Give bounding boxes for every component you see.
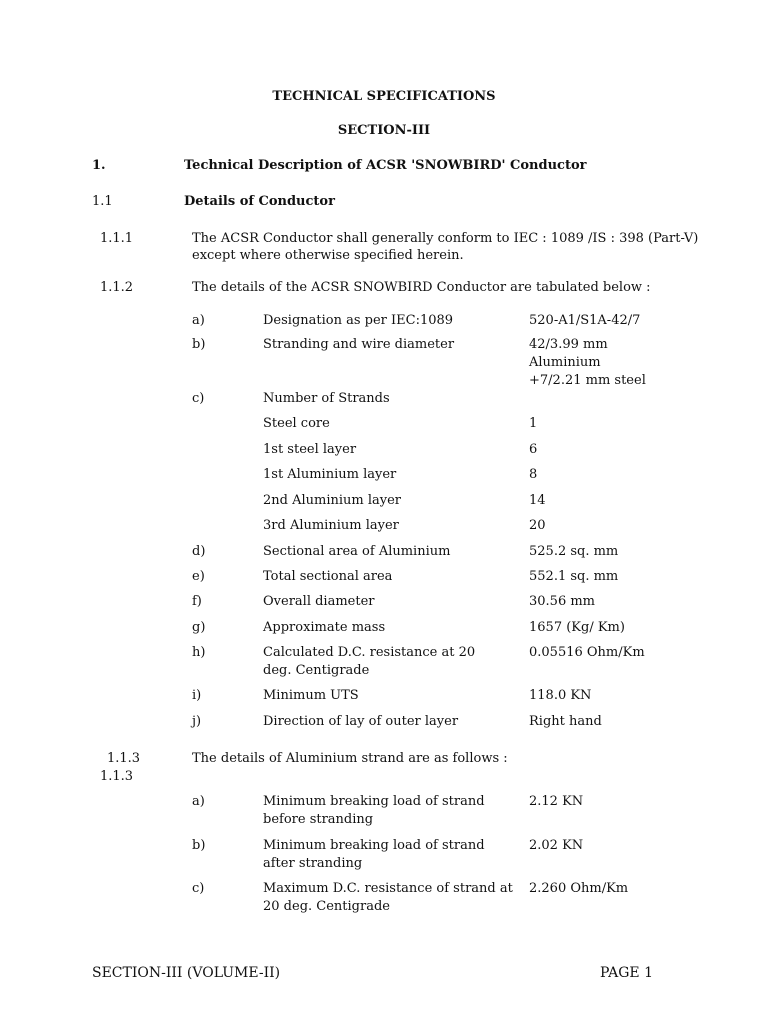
- item-label: d): [192, 544, 206, 559]
- strand-row-description: 2nd Aluminium layer: [263, 493, 402, 508]
- item-value: 0.05516 Ohm/Km: [529, 645, 645, 660]
- item-value-line2: Aluminium: [529, 355, 601, 370]
- clause-1-1-3-number-repeat: 1.1.3: [100, 769, 134, 784]
- item-label: b): [192, 838, 206, 853]
- item-value: 520-A1/S1A-42/7: [529, 313, 641, 328]
- strand-row-value: 1: [529, 416, 538, 431]
- strand-row-description: Steel core: [263, 416, 330, 431]
- item-label: a): [192, 313, 205, 328]
- item-label: i): [192, 688, 202, 703]
- strand-row-description: 1st steel layer: [263, 442, 357, 457]
- item-description: Calculated D.C. resistance at 20 deg. Centigrade: [263, 645, 476, 678]
- item-value-line1: 42/3.99 mm: [529, 337, 608, 352]
- item-description: Sectional area of Aluminium: [263, 544, 451, 559]
- strand-row-value: 14: [529, 493, 546, 508]
- item-label: a): [192, 794, 205, 809]
- item-label: b): [192, 337, 206, 352]
- strand-row-value: 6: [529, 442, 538, 457]
- section-1-number: 1.: [92, 158, 106, 173]
- item-description: Stranding and wire diameter: [263, 337, 455, 352]
- item-value: 2.12 KN: [529, 794, 584, 809]
- item-description: Overall diameter: [263, 594, 375, 609]
- item-label: f): [192, 594, 202, 609]
- item-label: e): [192, 569, 205, 584]
- item-description: Direction of lay of outer layer: [263, 714, 459, 729]
- clause-1-1-3-text: The details of Aluminium strand are as follows :: [192, 751, 508, 766]
- item-value-line3: +7/2.21 mm steel: [529, 373, 646, 388]
- item-label: c): [192, 881, 205, 896]
- item-label: j): [192, 714, 202, 729]
- clause-1-1-1-text-line2: except where otherwise specified herein.: [192, 248, 464, 263]
- item-value: Right hand: [529, 714, 602, 729]
- item-label: c): [192, 391, 205, 406]
- item-label: h): [192, 645, 206, 660]
- strand-row-description: 1st Aluminium layer: [263, 467, 397, 482]
- item-value: 30.56 mm: [529, 594, 596, 609]
- item-description: Minimum UTS: [263, 688, 359, 703]
- item-label: g): [192, 620, 206, 635]
- item-description: Number of Strands: [263, 391, 390, 406]
- footer-section-label: SECTION-III (VOLUME-II): [92, 965, 281, 981]
- strand-row-value: 20: [529, 518, 546, 533]
- item-value: 525.2 sq. mm: [529, 544, 619, 559]
- item-value: 1657 (Kg/ Km): [529, 620, 625, 635]
- item-value: 118.0 KN: [529, 688, 592, 703]
- item-description: Approximate mass: [263, 620, 386, 635]
- section-1-1-number: 1.1: [92, 194, 113, 209]
- item-value: 2.02 KN: [529, 838, 584, 853]
- item-value: 2.260 Ohm/Km: [529, 881, 629, 896]
- section-1-1-title: Details of Conductor: [184, 194, 335, 209]
- strand-row-description: 3rd Aluminium layer: [263, 518, 399, 533]
- section-heading: SECTION-III: [337, 123, 431, 138]
- clause-1-1-1-text-line1: The ACSR Conductor shall generally conform to IEC : 1089 /IS : 398 (Part-V): [192, 231, 699, 246]
- strand-row-value: 8: [529, 467, 538, 482]
- item-value: 552.1 sq. mm: [529, 569, 619, 584]
- item-description: Minimum breaking load of strand after stranding: [263, 838, 485, 871]
- section-1-title: Technical Description of ACSR 'SNOWBIRD' Conductor: [184, 158, 587, 173]
- clause-1-1-3-number: 1.1.3: [107, 751, 141, 766]
- clause-1-1-2-number: 1.1.2: [100, 280, 134, 295]
- footer-page-number: PAGE 1: [600, 965, 654, 981]
- item-description: Minimum breaking load of strand before stranding: [263, 794, 485, 827]
- clause-1-1-2-text: The details of the ACSR SNOWBIRD Conductor are tabulated below :: [192, 280, 651, 295]
- item-description: Designation as per IEC:1089: [263, 313, 454, 328]
- item-description: Total sectional area: [263, 569, 393, 584]
- item-description: Maximum D.C. resistance of strand at 20 deg. Centigrade: [263, 881, 513, 914]
- clause-1-1-1-number: 1.1.1: [100, 231, 134, 246]
- document-title: TECHNICAL SPECIFICATIONS: [272, 89, 496, 104]
